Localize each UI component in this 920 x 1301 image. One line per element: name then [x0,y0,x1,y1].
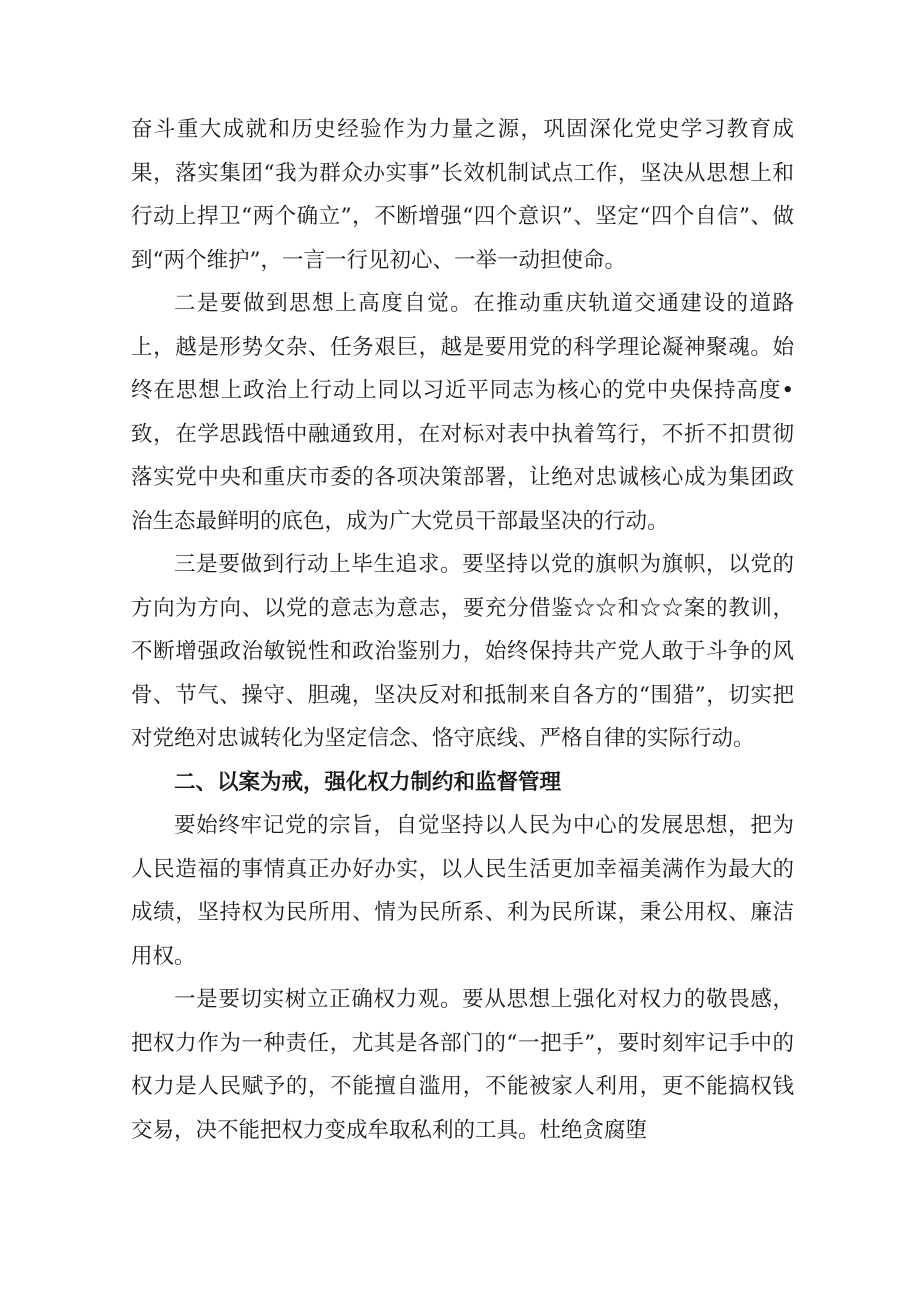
paragraph-point-three: 三是要做到行动上毕生追求。要坚持以党的旗帜为旗帜，以党的方向为方向、以党的意志为意志，要充分借鉴☆☆和☆☆案的教训，不断增强政治敏锐性和政治鉴别力，始终保持共产党人敢于斗争的风骨、节气、操守、胆魂，坚决反对和抵制来自各方的“围猎”，切实把对党绝对忠诚转化为坚定信念、恪守底线、严格自律的实际行动。 [131,552,794,751]
paragraph-point-two: 二是要做到思想上高度自觉。在推动重庆轨道交通建设的道路上，越是形势攵杂、任务艰巨，越是要用党的科学理论凝神聚魂。始终在思想上政治上行动上同以习近平同志为核心的党中央保持高度•致，在学思践悟中融通致用，在对标对表中执着笃行，不折不扣贯彻落实党中央和重庆市委的各项决策部署，让绝对忠诚核心成为集团政治生态最鲜明的底色，成为广大党员干部最坚决的行动。 [131,291,794,534]
paragraph-section-intro: 要始终牢记党的宗旨，自觉坚持以人民为中心的发展思想，把为人民造福的事情真正办好办实，以人民生活更加幸福美满作为最大的成绩，坚持权为民所用、情为民所系、利为民所谋，秉公用权、廉洁用权。 [131,813,794,969]
paragraph-point-one: 一是要切实树立正确权力观。要从思想上强化对权力的敬畏感，把权力作为一种责任，尤其是各部门的“一把手”，要时刻牢记手中的权力是人民赋予的，不能擅自滥用，不能被家人利用，更不能搞权钱交易，决不能把权力变成牟取私利的工具。杜绝贪腐堕 [131,987,794,1143]
paragraph-continuation: 奋斗重大成就和历史经验作为力量之源，巩固深化党史学习教育成果，落实集团“我为群众办实事”长效机制试点工作，坚决从思想上和行动上捍卫“两个确立”，不断增强“四个意识”、坚定“四个自信”、做到“两个维护”，一言一行见初心、一举一动担使命。 [131,117,794,273]
section-heading: 二、以案为戒，强化权力制约和监督管理 [174,769,562,795]
